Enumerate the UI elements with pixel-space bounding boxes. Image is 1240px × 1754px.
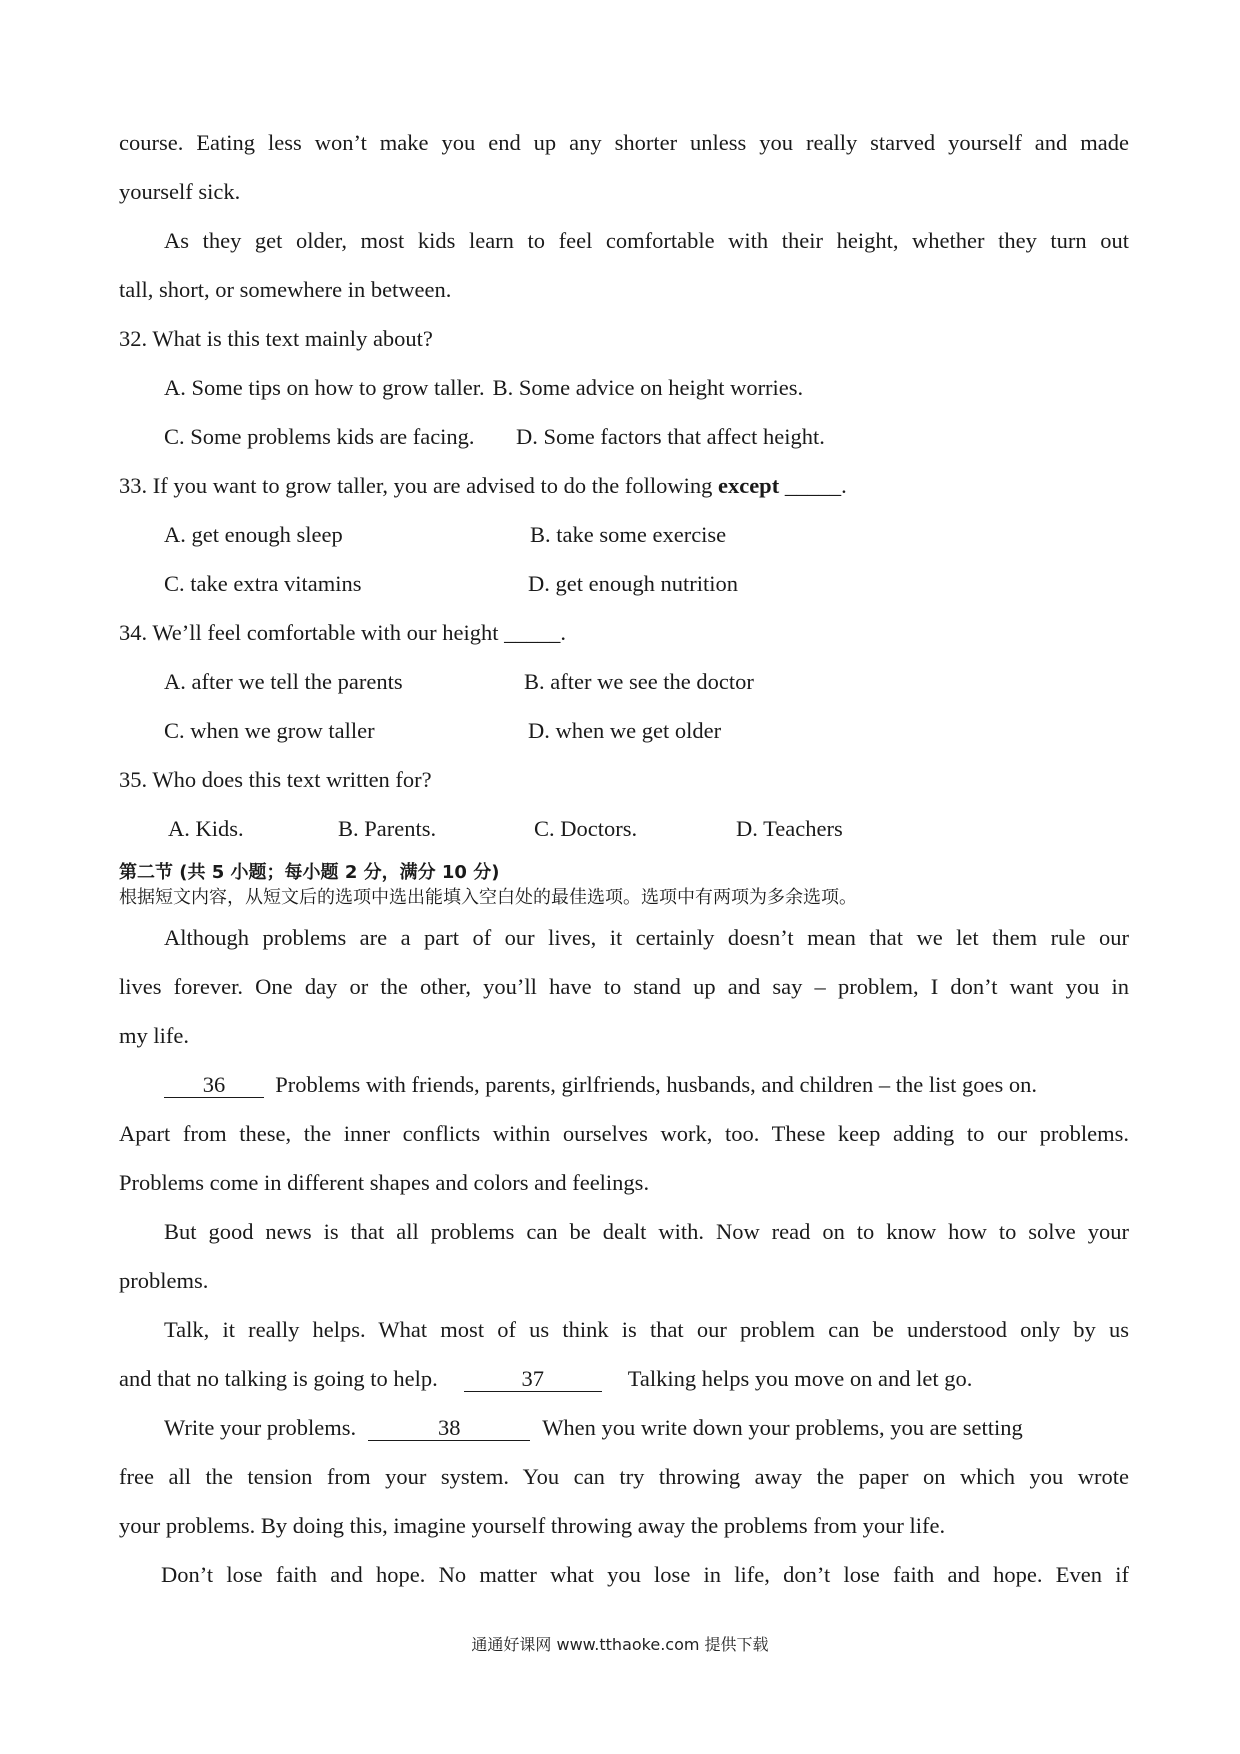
option-d: D. when we get older bbox=[528, 718, 722, 743]
option-c: C. when we grow taller bbox=[164, 718, 375, 743]
question-35-stem: 35. Who does this text written for? bbox=[119, 767, 432, 792]
option-c: C. Some problems kids are facing. bbox=[164, 424, 475, 449]
blank-36[interactable]: 36 bbox=[164, 1073, 264, 1098]
page-footer: 通通好课网 www.tthaoke.com 提供下载 bbox=[471, 1635, 769, 1654]
question-32-stem: 32. What is this text mainly about? bbox=[119, 326, 433, 351]
stem-emphasis: except bbox=[717, 473, 780, 498]
passage-line: lives forever. One day or the other, you’ll have to stand up and say – problem, I don’t want you in bbox=[119, 974, 1129, 999]
blank-37[interactable]: 37 bbox=[464, 1367, 602, 1392]
question-33-options-row1 bbox=[119, 510, 1129, 559]
passage-line: yourself sick. bbox=[119, 179, 241, 204]
option-a: A. Kids. bbox=[168, 816, 244, 841]
question-35-options bbox=[119, 804, 1129, 853]
option-b: B. take some exercise bbox=[530, 522, 727, 547]
passage-text: and that no talking is going to help. bbox=[119, 1366, 438, 1391]
option-a: A. get enough sleep bbox=[164, 522, 343, 547]
question-32-options-row2 bbox=[119, 412, 1129, 461]
passage-line: your problems. By doing this, imagine yourself throwing away the problems from your life. bbox=[119, 1513, 946, 1538]
question-34-stem: 34. We’ll feel comfortable with our height _____. bbox=[119, 620, 567, 645]
question-33-stem bbox=[119, 461, 1129, 510]
passage-line bbox=[119, 1354, 1129, 1403]
passage-text: Talking helps you move on and let go. bbox=[627, 1366, 973, 1391]
passage-line bbox=[119, 1403, 1129, 1452]
passage-text: Problems with friends, parents, girlfriends, husbands, and children – the list goes on. bbox=[275, 1072, 1037, 1097]
question-32-options-row1 bbox=[119, 363, 1129, 412]
passage-line: But good news is that all problems can be dealt with. Now read on to know how to solve your bbox=[164, 1219, 1129, 1244]
section-heading: 第二节 (共 5 小题；每小题 2 分，满分 10 分) bbox=[119, 862, 500, 883]
option-d: D. get enough nutrition bbox=[528, 571, 738, 596]
passage-line: Although problems are a part of our lives, it certainly doesn’t mean that we let them rule our bbox=[164, 925, 1129, 950]
passage-line: Don’t lose faith and hope. No matter what you lose in life, don’t lose faith and hope. Even if bbox=[161, 1562, 1129, 1587]
option-d: D. Teachers bbox=[736, 816, 843, 841]
passage-line: course. Eating less won’t make you end up any shorter unless you really starved yourself and made bbox=[119, 130, 1129, 155]
passage-line: As they get older, most kids learn to feel comfortable with their height, whether they turn out bbox=[164, 228, 1129, 253]
passage-text: When you write down your problems, you are setting bbox=[542, 1415, 1023, 1440]
option-b: B. after we see the doctor bbox=[524, 669, 754, 694]
option-b: B. Parents. bbox=[338, 816, 437, 841]
passage-line: Talk, it really helps. What most of us think is that our problem can be understood only by us bbox=[164, 1317, 1129, 1342]
passage-line: problems. bbox=[119, 1268, 209, 1293]
stem-blank: _____. bbox=[779, 473, 847, 498]
stem-text: 33. If you want to grow taller, you are advised to do the following bbox=[119, 473, 718, 498]
section-instruction: 根据短文内容，从短文后的选项中选出能填入空白处的最佳选项。选项中有两项为多余选项。 bbox=[119, 887, 857, 908]
passage-line: free all the tension from your system. You can try throwing away the paper on which you wrote bbox=[119, 1464, 1129, 1489]
passage-line bbox=[119, 1060, 1129, 1109]
passage-line: Problems come in different shapes and colors and feelings. bbox=[119, 1170, 650, 1195]
option-b: B. Some advice on height worries. bbox=[492, 375, 804, 400]
option-a: A. Some tips on how to grow taller. bbox=[164, 375, 485, 400]
passage-text: Write your problems. bbox=[164, 1415, 357, 1440]
passage-line: tall, short, or somewhere in between. bbox=[119, 277, 452, 302]
option-c: C. take extra vitamins bbox=[164, 571, 362, 596]
blank-38[interactable]: 38 bbox=[368, 1416, 530, 1441]
passage-line: Apart from these, the inner conflicts within ourselves work, too. These keep adding to our problems. bbox=[119, 1121, 1129, 1146]
question-34-options-row1 bbox=[119, 657, 1129, 706]
question-33-options-row2 bbox=[119, 559, 1129, 608]
option-a: A. after we tell the parents bbox=[164, 669, 403, 694]
passage-line: my life. bbox=[119, 1023, 189, 1048]
page-content bbox=[119, 118, 1129, 1599]
option-d: D. Some factors that affect height. bbox=[516, 424, 825, 449]
option-c: C. Doctors. bbox=[534, 816, 638, 841]
question-34-options-row2 bbox=[119, 706, 1129, 755]
